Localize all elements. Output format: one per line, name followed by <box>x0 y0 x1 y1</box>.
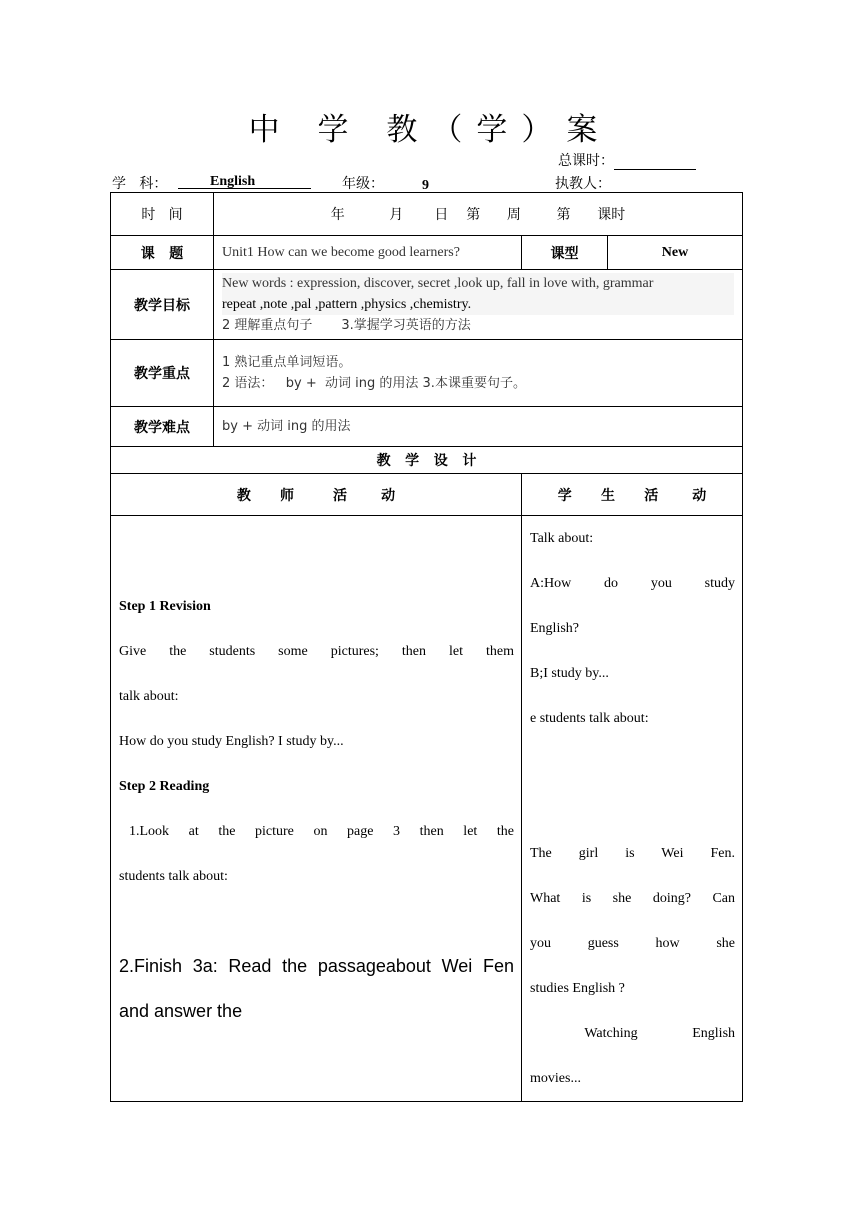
time-label: 时 间 <box>111 193 214 236</box>
grade-value: 9 <box>422 178 429 193</box>
design-row <box>111 447 743 474</box>
student-line6: The girl is Wei Fen. <box>530 846 736 861</box>
student-line8: you guess how she <box>530 936 736 951</box>
grade-row <box>342 173 512 193</box>
goals-line2: repeat ,note ,pal ,pattern ,physics ,chemistry. <box>222 294 734 315</box>
topic-label: 课 题 <box>111 236 214 270</box>
step1-text3: How do you study English? I study by... <box>119 734 344 749</box>
step2-text2: students talk about: <box>119 869 228 884</box>
goals-line1: New words : expression, discover, secret ,look up, fall in love with, grammar <box>222 273 734 294</box>
lesson-type-value: New <box>608 236 743 270</box>
activity-content-row <box>111 516 743 1102</box>
total-hours-blank <box>614 153 696 170</box>
time-value: 年 月 日 第 周 第 课时 <box>214 193 743 236</box>
activity-header-row <box>111 474 743 516</box>
student-line9: studies English ? <box>530 981 625 996</box>
step2-text3: 2.Finish 3a: Read the passageabout Wei Fen <box>119 956 514 976</box>
key-line1: 1 熟记重点单词短语。 <box>222 355 352 370</box>
teacher-blank <box>611 176 703 193</box>
time-row <box>111 193 743 236</box>
key-points-label: 教学重点 <box>111 340 214 407</box>
student-activity-heading: 学 生 活 动 <box>522 474 743 516</box>
student-line11: movies... <box>530 1071 581 1086</box>
grade-label: 年级： <box>342 176 384 192</box>
goals-content <box>214 270 743 340</box>
student-line10: Watching English <box>530 1026 736 1041</box>
step2-text4: and answer the <box>119 1001 243 1021</box>
total-hours-row <box>558 150 696 170</box>
design-heading: 教 学 设 计 <box>111 447 743 474</box>
step2-title: Step 2 Reading <box>119 779 210 794</box>
goals-line3: 2 理解重点句子 3.掌握学习英语的方法 <box>222 318 471 333</box>
key-line2: 2 语法： by + 动词 ing 的用法 3.本课重要句子。 <box>222 376 526 391</box>
student-line3: English? <box>530 621 579 636</box>
step1-title: Step 1 Revision <box>119 599 211 614</box>
total-hours-label: 总课时： <box>558 153 614 169</box>
step2-text1: 1.Look at the picture on page 3 then let the <box>129 824 514 839</box>
student-line7: What is she doing? Can <box>530 891 736 906</box>
lesson-plan-table <box>110 192 743 1102</box>
teacher-label: 执教人： <box>555 176 611 192</box>
lesson-type-label: 课型 <box>522 236 608 270</box>
step1-text2: talk about: <box>119 689 179 704</box>
subject-value: English <box>210 174 256 189</box>
key-points-content <box>214 340 743 407</box>
teacher-row <box>555 173 703 193</box>
difficulty-row <box>111 407 743 447</box>
student-line5: e students talk about: <box>530 711 649 726</box>
subject-label: 学 科： <box>112 176 168 192</box>
difficulty-label: 教学难点 <box>111 407 214 447</box>
difficulty-value: by + 动词 ing 的用法 <box>214 407 743 447</box>
page-title: 中 学 教（学）案 <box>248 112 612 148</box>
student-line4: B;I study by... <box>530 666 609 681</box>
student-line2: A:How do you study <box>530 576 736 591</box>
subject-field <box>178 173 311 189</box>
subject-row <box>112 173 167 193</box>
goals-label: 教学目标 <box>111 270 214 340</box>
topic-value: Unit1 How can we become good learners? <box>214 236 522 270</box>
goals-row <box>111 270 743 340</box>
key-points-row <box>111 340 743 407</box>
student-line1: Talk about: <box>530 531 594 546</box>
student-activity-cell <box>522 516 743 1102</box>
teacher-activity-heading: 教 师 活 动 <box>111 474 522 516</box>
step1-text1: Give the students some pictures; then let them <box>119 644 514 659</box>
topic-row <box>111 236 743 270</box>
teacher-activity-cell <box>111 516 522 1102</box>
